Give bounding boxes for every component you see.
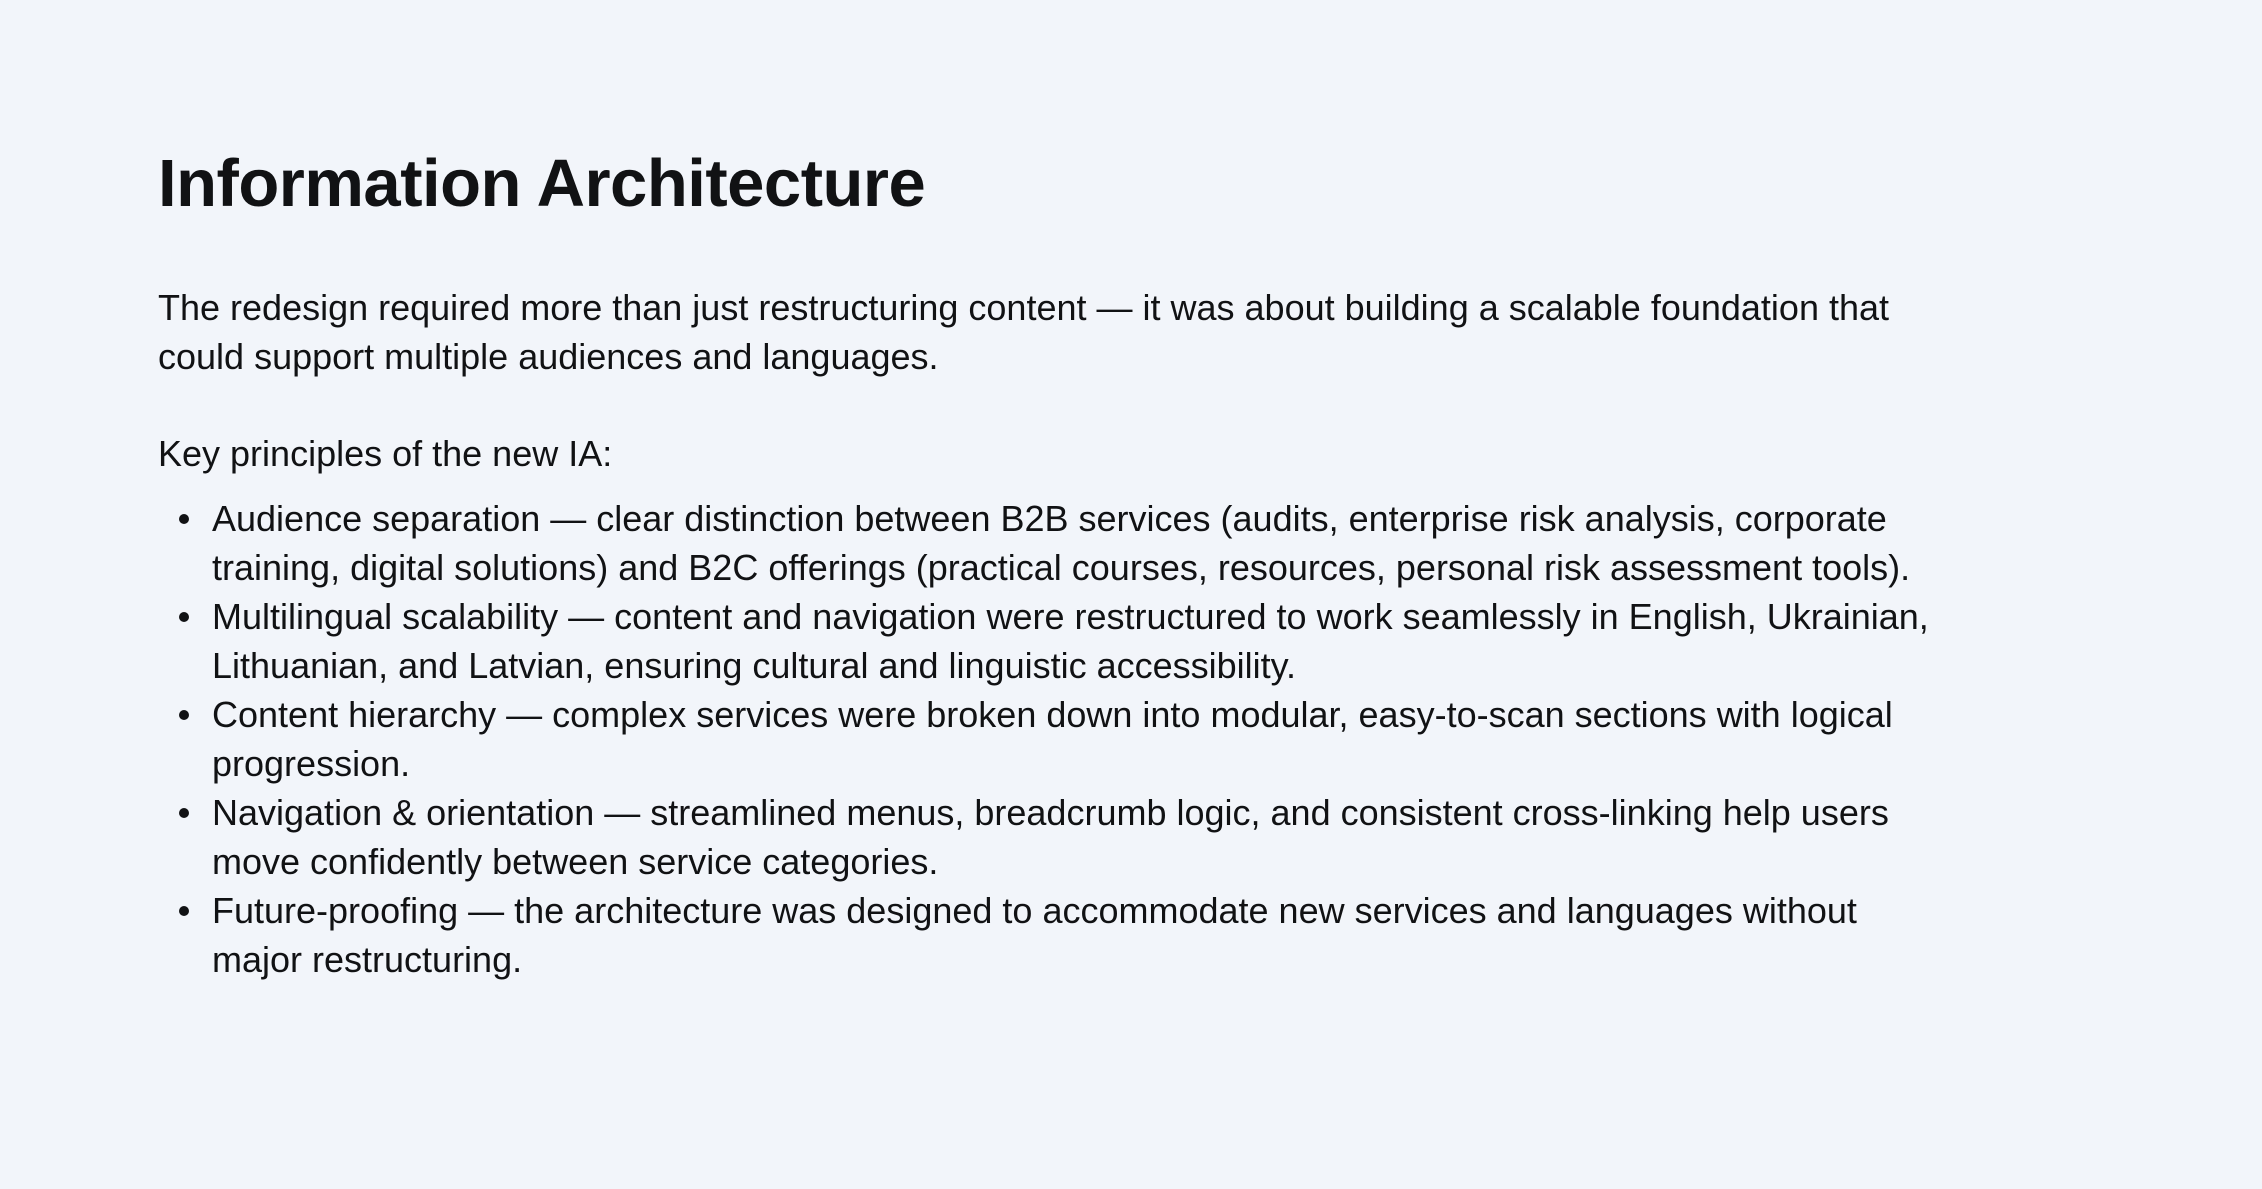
list-item-line: Navigation & orientation — streamlined menus, breadcrumb logic, and consistent cross-linking help users xyxy=(212,792,1889,833)
bullet-icon xyxy=(179,612,189,622)
intro-paragraph xyxy=(158,283,2078,381)
principles-lead: Key principles of the new IA: xyxy=(158,433,613,474)
intro-line: could support multiple audiences and languages. xyxy=(158,336,939,377)
list-item xyxy=(158,788,2078,886)
list-item-line: Lithuanian, and Latvian, ensuring cultural and linguistic accessibility. xyxy=(212,645,1296,686)
list-item-line: Content hierarchy — complex services were broken down into modular, easy-to-scan sections with logical xyxy=(212,694,1893,735)
list-item xyxy=(158,690,2078,788)
list-item xyxy=(158,886,2078,984)
list-item-line: Audience separation — clear distinction between B2B services (audits, enterprise risk analysis, corporate xyxy=(212,498,1887,539)
list-item-line: training, digital solutions) and B2C offerings (practical courses, resources, personal risk assessment tools). xyxy=(212,547,1911,588)
bullet-icon xyxy=(179,514,189,524)
bullet-icon xyxy=(179,808,189,818)
principles-list xyxy=(158,494,2078,984)
list-item-line: move confidently between service categories. xyxy=(212,841,939,882)
list-item-line: progression. xyxy=(212,743,411,784)
list-item-line: major restructuring. xyxy=(212,939,523,980)
list-item-line: Future-proofing — the architecture was designed to accommodate new services and languages without xyxy=(212,890,1857,931)
page-title: Information Architecture xyxy=(158,146,926,221)
article-section xyxy=(158,140,2078,984)
bullet-icon xyxy=(179,710,189,720)
list-item xyxy=(158,592,2078,690)
list-item xyxy=(158,494,2078,592)
bullet-icon xyxy=(179,906,189,916)
list-item-line: Multilingual scalability — content and navigation were restructured to work seamlessly in English, Ukrainian, xyxy=(212,596,1929,637)
intro-line: The redesign required more than just restructuring content — it was about building a scalable foundation that xyxy=(158,287,1890,328)
